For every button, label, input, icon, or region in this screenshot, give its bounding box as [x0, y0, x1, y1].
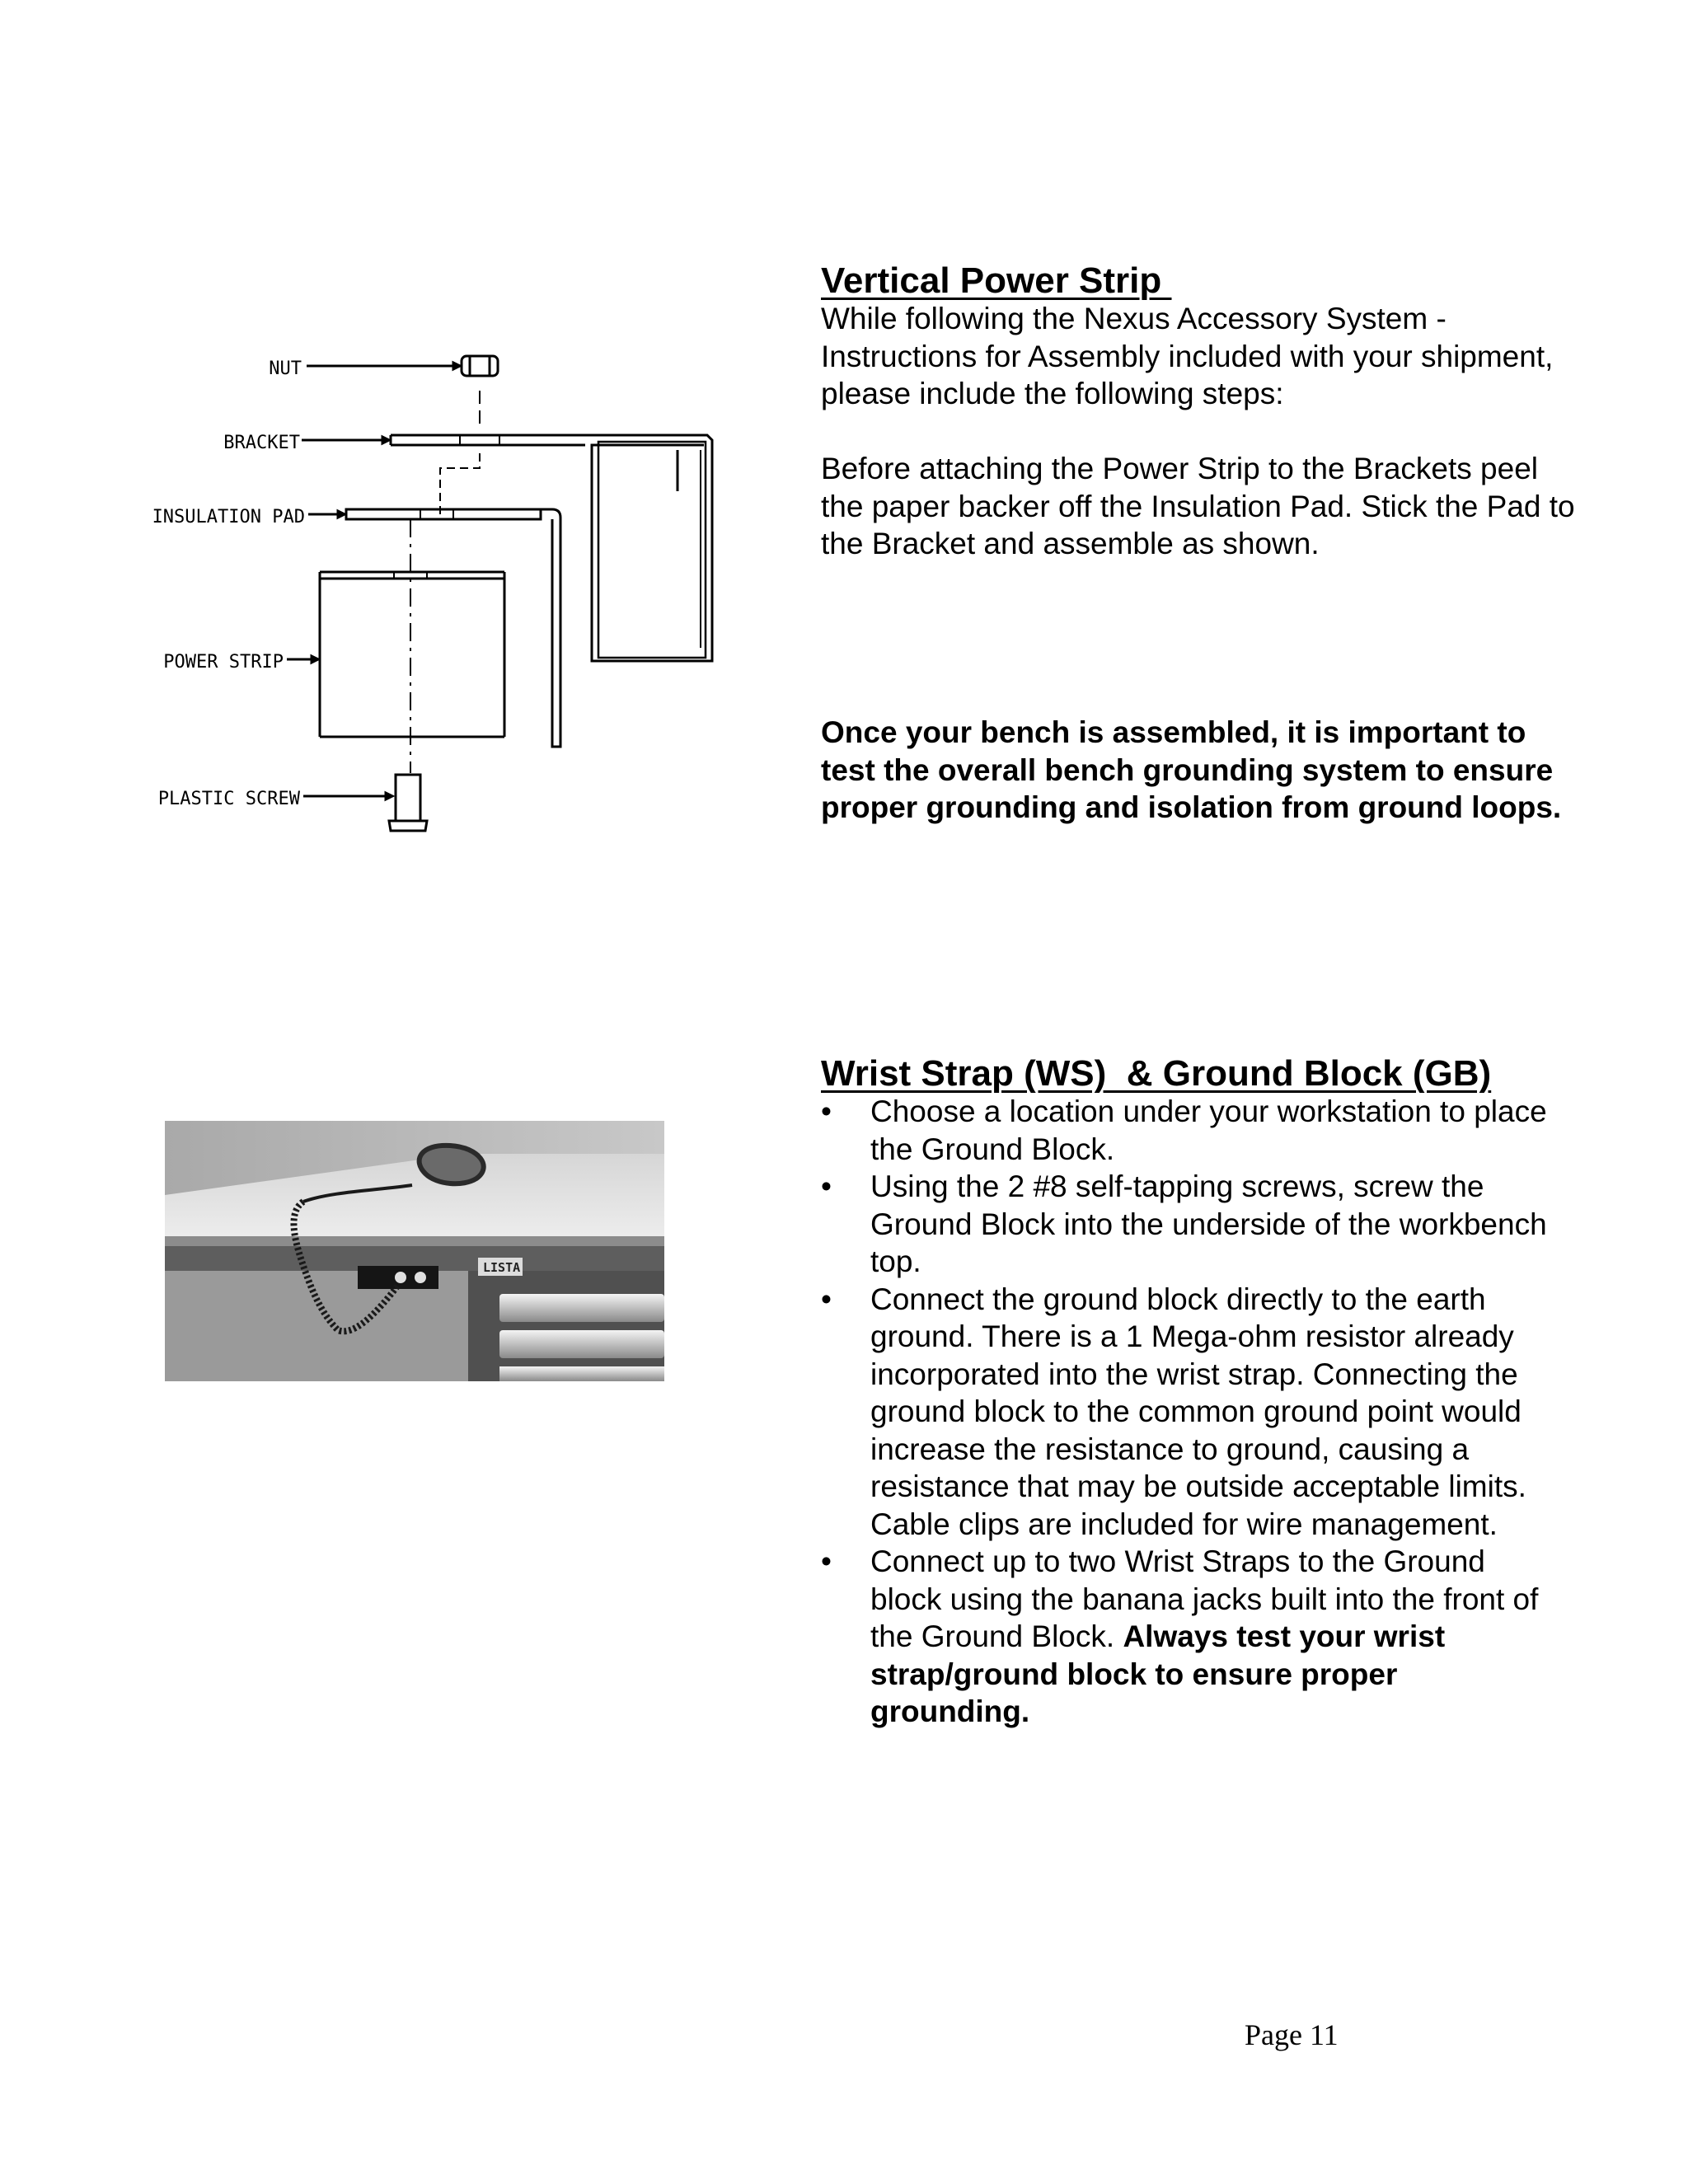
label-nut: NUT	[269, 359, 302, 379]
lista-logo-text: LISTA	[483, 1260, 521, 1275]
section-title-wrist-strap: Wrist Strap (WS) & Ground Block (GB)	[821, 1053, 1492, 1094]
wrist-strap-steps	[821, 1093, 1563, 1731]
list-item	[821, 1543, 1563, 1731]
list-item: • Connect the ground block directly to the earth ground. There is a 1 Mega-ohm resistor already incorporated into the wrist strap. Connecting the ground block to the common ground point would increase the resistance to ground, causing a resistance that may be outside acceptable limits. Cable clips are included for wire management.	[821, 1281, 1563, 1544]
wrist-strap-photo	[165, 1121, 664, 1381]
list-item-emphasis: Always test your wrist strap/ground block to ensure proper grounding.	[870, 1619, 1446, 1728]
section1-step: Before attaching the Power Strip to the Brackets peel the paper backer off the Insulation Pad. Stick the Pad to the Bracket and assemble as shown.	[821, 452, 1575, 560]
assembly-diagram	[124, 338, 734, 865]
grounding-warning: Once your bench is assembled, it is important to test the overall bench grounding system to ensure proper grounding and isolation from ground loops.	[821, 715, 1562, 824]
section1-intro: While following the Nexus Accessory System - Instructions for Assembly included with your shipment, please include the following steps:	[821, 302, 1554, 410]
page-number: Page 11	[1245, 2018, 1339, 2051]
list-item: • Using the 2 #8 self-tapping screws, screw the Ground Block into the underside of the workbench top.	[821, 1168, 1563, 1281]
label-bracket: BRACKET	[223, 433, 300, 453]
label-power-strip: POWER STRIP	[163, 652, 284, 673]
list-item-text: Connect up to two Wrist Straps to the Ground block using the banana jacks built into the front of the Ground Block.	[870, 1544, 1539, 1653]
list-item: • Choose a location under your workstation to place the Ground Block.	[821, 1093, 1563, 1168]
label-insulation-pad: INSULATION PAD	[152, 507, 305, 527]
section-title-vertical-power-strip: Vertical Power Strip	[821, 260, 1172, 301]
label-plastic-screw: PLASTIC SCREW	[157, 789, 300, 809]
